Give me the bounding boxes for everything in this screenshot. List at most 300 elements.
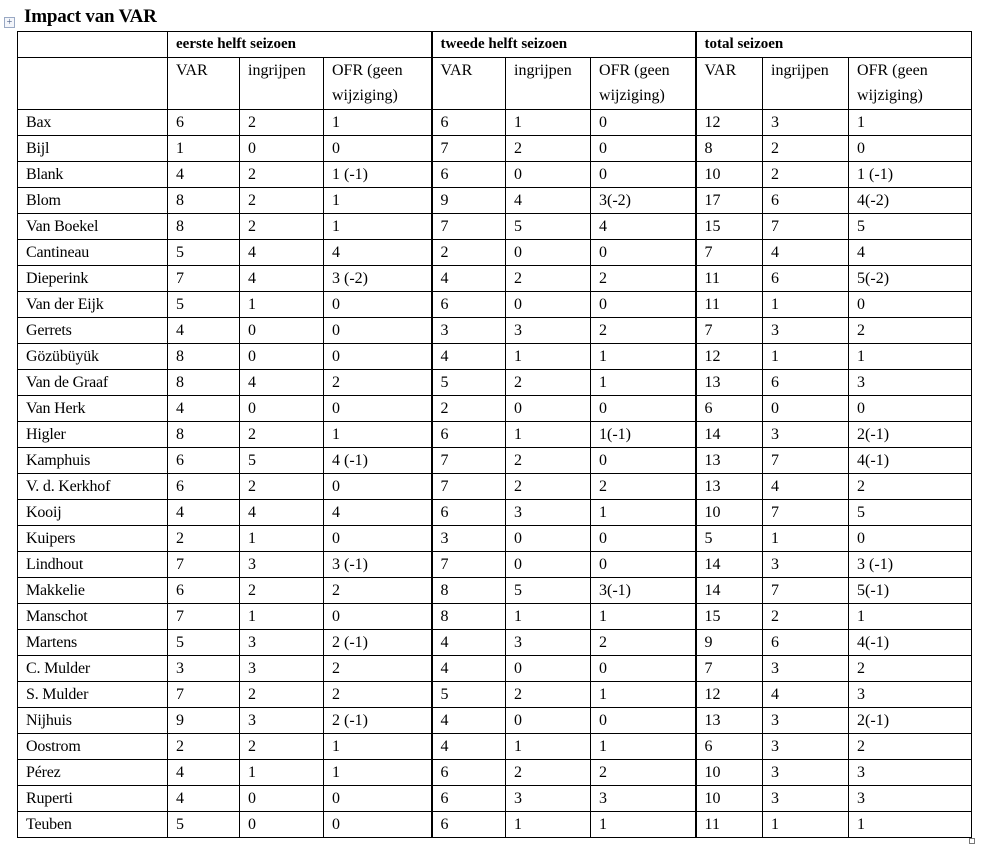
value-cell: 0: [591, 110, 696, 136]
value-cell: 1: [849, 344, 972, 370]
table-row: [18, 682, 972, 708]
referee-name-cell: Blom: [18, 188, 168, 214]
value-cell: 0: [240, 344, 324, 370]
value-cell: 7: [168, 682, 240, 708]
value-cell: 11: [696, 266, 763, 292]
value-cell: 10: [696, 162, 763, 188]
value-cell: 13: [696, 708, 763, 734]
value-cell: 6: [168, 578, 240, 604]
value-cell: 4: [168, 760, 240, 786]
value-cell: 5: [849, 500, 972, 526]
table-row: [18, 266, 972, 292]
value-cell: 2: [591, 760, 696, 786]
value-cell: 1: [168, 136, 240, 162]
table-row: [18, 344, 972, 370]
value-cell: 1: [763, 526, 849, 552]
value-cell: 1: [240, 760, 324, 786]
referee-name-cell: Ruperti: [18, 786, 168, 812]
value-cell: 6: [432, 162, 506, 188]
value-cell: 15: [696, 214, 763, 240]
table-row: [18, 526, 972, 552]
value-cell: 5: [432, 682, 506, 708]
value-cell: 2: [506, 760, 591, 786]
value-cell: 13: [696, 448, 763, 474]
referee-name-cell: Higler: [18, 422, 168, 448]
referee-name-cell: Cantineau: [18, 240, 168, 266]
table-row: [18, 760, 972, 786]
value-cell: 9: [432, 188, 506, 214]
table-row: [18, 552, 972, 578]
referee-name-cell: Manschot: [18, 604, 168, 630]
value-cell: 12: [696, 344, 763, 370]
value-cell: 4 (-1): [324, 448, 432, 474]
value-cell: 0: [324, 604, 432, 630]
value-cell: 1: [849, 604, 972, 630]
value-cell: 3 (-1): [849, 552, 972, 578]
value-cell: 2: [506, 448, 591, 474]
value-cell: 8: [696, 136, 763, 162]
table-row: [18, 604, 972, 630]
value-cell: 8: [168, 344, 240, 370]
value-cell: 13: [696, 370, 763, 396]
value-cell: 5: [168, 630, 240, 656]
table-row: [18, 396, 972, 422]
value-cell: 1: [591, 500, 696, 526]
value-cell: 3: [849, 786, 972, 812]
value-cell: 4: [240, 266, 324, 292]
value-cell: 0: [324, 474, 432, 500]
column-header: OFR (geen wijziging): [591, 58, 696, 110]
value-cell: 2: [240, 474, 324, 500]
value-cell: 7: [432, 136, 506, 162]
value-cell: 6: [168, 110, 240, 136]
value-cell: 3: [240, 552, 324, 578]
value-cell: 8: [168, 422, 240, 448]
referee-name-cell: Lindhout: [18, 552, 168, 578]
value-cell: 1 (-1): [324, 162, 432, 188]
value-cell: 7: [763, 448, 849, 474]
table-row: [18, 734, 972, 760]
value-cell: 1: [506, 110, 591, 136]
value-cell: 1: [324, 110, 432, 136]
value-cell: 0: [506, 162, 591, 188]
value-cell: 2 (-1): [324, 630, 432, 656]
value-cell: 0: [240, 396, 324, 422]
value-cell: 0: [324, 292, 432, 318]
value-cell: 9: [168, 708, 240, 734]
value-cell: 6: [432, 812, 506, 838]
value-cell: 11: [696, 292, 763, 318]
table-body: [18, 32, 972, 838]
value-cell: 0: [591, 396, 696, 422]
value-cell: 2: [432, 240, 506, 266]
group-header: tweede helft seizoen: [432, 32, 696, 58]
value-cell: 0: [849, 292, 972, 318]
value-cell: 6: [696, 734, 763, 760]
value-cell: 4(-2): [849, 188, 972, 214]
value-cell: 3(-1): [591, 578, 696, 604]
referee-name-cell: S. Mulder: [18, 682, 168, 708]
value-cell: 2: [849, 656, 972, 682]
group-header: eerste helft seizoen: [168, 32, 432, 58]
value-cell: 0: [849, 526, 972, 552]
value-cell: 6: [432, 292, 506, 318]
value-cell: 6: [432, 110, 506, 136]
value-cell: 10: [696, 500, 763, 526]
value-cell: 0: [591, 552, 696, 578]
value-cell: 6: [432, 760, 506, 786]
value-cell: 3: [506, 630, 591, 656]
value-cell: 0: [506, 552, 591, 578]
value-cell: 2: [591, 266, 696, 292]
value-cell: 1: [506, 422, 591, 448]
value-cell: 4: [168, 500, 240, 526]
value-cell: 3: [763, 318, 849, 344]
value-cell: 2: [240, 422, 324, 448]
value-cell: 12: [696, 682, 763, 708]
referee-name-cell: Blank: [18, 162, 168, 188]
value-cell: 3: [763, 656, 849, 682]
value-cell: 0: [763, 396, 849, 422]
value-cell: 1: [591, 812, 696, 838]
value-cell: 0: [591, 526, 696, 552]
value-cell: 0: [506, 292, 591, 318]
value-cell: 0: [240, 786, 324, 812]
value-cell: 2: [240, 188, 324, 214]
referee-name-cell: Gözübüyük: [18, 344, 168, 370]
value-cell: 4: [240, 240, 324, 266]
value-cell: 0: [324, 786, 432, 812]
value-cell: 13: [696, 474, 763, 500]
referee-name-cell: Gerrets: [18, 318, 168, 344]
referee-name-cell: Makkelie: [18, 578, 168, 604]
value-cell: 5: [168, 292, 240, 318]
value-cell: 3: [506, 500, 591, 526]
value-cell: 4: [240, 500, 324, 526]
value-cell: 2: [240, 110, 324, 136]
value-cell: 0: [506, 396, 591, 422]
value-cell: 7: [432, 552, 506, 578]
referee-name-cell: C. Mulder: [18, 656, 168, 682]
value-cell: 4: [432, 734, 506, 760]
value-cell: 2: [240, 578, 324, 604]
value-cell: 4: [506, 188, 591, 214]
value-cell: 3: [763, 786, 849, 812]
group-header: total seizoen: [696, 32, 972, 58]
value-cell: 1: [324, 188, 432, 214]
value-cell: 2: [849, 318, 972, 344]
column-header: VAR: [168, 58, 240, 110]
value-cell: 1: [506, 344, 591, 370]
value-cell: 4: [763, 682, 849, 708]
referee-name-cell: Martens: [18, 630, 168, 656]
value-cell: 15: [696, 604, 763, 630]
value-cell: 7: [432, 474, 506, 500]
value-cell: 3: [849, 370, 972, 396]
value-cell: 2: [591, 630, 696, 656]
value-cell: 0: [324, 812, 432, 838]
table-row: [18, 136, 972, 162]
value-cell: 7: [432, 448, 506, 474]
value-cell: 5: [240, 448, 324, 474]
value-cell: 4: [168, 318, 240, 344]
value-cell: 1: [324, 760, 432, 786]
value-cell: 2: [591, 474, 696, 500]
table-row: [18, 474, 972, 500]
value-cell: 8: [432, 578, 506, 604]
value-cell: 1: [849, 812, 972, 838]
value-cell: 3(-2): [591, 188, 696, 214]
value-cell: 4: [591, 214, 696, 240]
value-cell: 1: [506, 734, 591, 760]
value-cell: 7: [696, 656, 763, 682]
referee-name-cell: Van de Graaf: [18, 370, 168, 396]
value-cell: 1: [591, 370, 696, 396]
value-cell: 6: [763, 630, 849, 656]
value-cell: 7: [763, 214, 849, 240]
value-cell: 3: [432, 318, 506, 344]
value-cell: 0: [240, 812, 324, 838]
value-cell: 6: [432, 500, 506, 526]
value-cell: 1: [591, 344, 696, 370]
referee-name-cell: Oostrom: [18, 734, 168, 760]
referee-name-cell: Van Boekel: [18, 214, 168, 240]
value-cell: 0: [506, 656, 591, 682]
value-cell: 0: [324, 136, 432, 162]
value-cell: 2: [506, 682, 591, 708]
value-cell: 3: [240, 630, 324, 656]
value-cell: 3: [763, 552, 849, 578]
value-cell: 17: [696, 188, 763, 214]
value-cell: 7: [763, 578, 849, 604]
table-resize-handle[interactable]: [969, 838, 975, 844]
value-cell: 3: [240, 708, 324, 734]
value-cell: 4: [168, 786, 240, 812]
value-cell: 5: [168, 812, 240, 838]
value-cell: 3: [240, 656, 324, 682]
value-cell: 10: [696, 760, 763, 786]
table-row: [18, 110, 972, 136]
value-cell: 0: [591, 292, 696, 318]
value-cell: 11: [696, 812, 763, 838]
referee-name-cell: Pérez: [18, 760, 168, 786]
column-header: ingrijpen: [763, 58, 849, 110]
value-cell: 2: [506, 136, 591, 162]
column-header: ingrijpen: [506, 58, 591, 110]
value-cell: 7: [696, 240, 763, 266]
column-header: VAR: [696, 58, 763, 110]
referee-name-cell: Kooij: [18, 500, 168, 526]
value-cell: 3: [506, 786, 591, 812]
table-row: [18, 578, 972, 604]
value-cell: 1: [506, 604, 591, 630]
value-cell: 5(-1): [849, 578, 972, 604]
column-header: OFR (geen wijziging): [324, 58, 432, 110]
value-cell: 4: [324, 500, 432, 526]
referee-name-cell: Van der Eijk: [18, 292, 168, 318]
value-cell: 1: [763, 292, 849, 318]
corner-cell: [18, 58, 168, 110]
value-cell: 4: [763, 474, 849, 500]
value-cell: 6: [763, 266, 849, 292]
value-cell: 0: [506, 526, 591, 552]
table-row: [18, 188, 972, 214]
value-cell: 2: [506, 474, 591, 500]
value-cell: 1: [324, 214, 432, 240]
value-cell: 0: [591, 240, 696, 266]
value-cell: 1 (-1): [849, 162, 972, 188]
value-cell: 6: [432, 786, 506, 812]
value-cell: 3 (-2): [324, 266, 432, 292]
value-cell: 2: [240, 214, 324, 240]
value-cell: 3: [763, 422, 849, 448]
corner-cell: [18, 32, 168, 58]
table-row: [18, 370, 972, 396]
value-cell: 4: [432, 708, 506, 734]
value-cell: 5: [696, 526, 763, 552]
value-cell: 0: [506, 240, 591, 266]
value-cell: 2(-1): [849, 708, 972, 734]
value-cell: 5: [506, 578, 591, 604]
table-row: [18, 214, 972, 240]
table-row: [18, 240, 972, 266]
value-cell: 2: [506, 370, 591, 396]
value-cell: 3: [506, 318, 591, 344]
table-row: [18, 708, 972, 734]
table-row: [18, 162, 972, 188]
referee-name-cell: Bijl: [18, 136, 168, 162]
value-cell: 5(-2): [849, 266, 972, 292]
value-cell: 5: [168, 240, 240, 266]
value-cell: 4(-1): [849, 448, 972, 474]
value-cell: 2: [849, 474, 972, 500]
value-cell: 2: [240, 682, 324, 708]
value-cell: 3: [763, 110, 849, 136]
value-cell: 3: [591, 786, 696, 812]
referee-name-cell: Teuben: [18, 812, 168, 838]
value-cell: 1: [849, 110, 972, 136]
table-row: [18, 500, 972, 526]
value-cell: 1: [324, 422, 432, 448]
referee-name-cell: Van Herk: [18, 396, 168, 422]
value-cell: 2: [506, 266, 591, 292]
value-cell: 2: [324, 656, 432, 682]
table-row: [18, 656, 972, 682]
value-cell: 7: [168, 266, 240, 292]
value-cell: 14: [696, 552, 763, 578]
value-cell: 0: [324, 344, 432, 370]
value-cell: 3: [168, 656, 240, 682]
value-cell: 7: [432, 214, 506, 240]
value-cell: 2: [763, 162, 849, 188]
value-cell: 2: [324, 370, 432, 396]
value-cell: 1: [324, 734, 432, 760]
value-cell: 0: [324, 526, 432, 552]
value-cell: 2(-1): [849, 422, 972, 448]
value-cell: 4(-1): [849, 630, 972, 656]
value-cell: 0: [849, 136, 972, 162]
table-row: [18, 448, 972, 474]
value-cell: 4: [168, 162, 240, 188]
value-cell: 0: [849, 396, 972, 422]
value-cell: 0: [591, 708, 696, 734]
value-cell: 2: [763, 604, 849, 630]
value-cell: 0: [240, 318, 324, 344]
referee-name-cell: Dieperink: [18, 266, 168, 292]
value-cell: 2: [763, 136, 849, 162]
value-cell: 7: [763, 500, 849, 526]
value-cell: 3 (-1): [324, 552, 432, 578]
value-cell: 2: [324, 578, 432, 604]
value-cell: 6: [763, 370, 849, 396]
value-cell: 4: [849, 240, 972, 266]
value-cell: 1: [240, 526, 324, 552]
value-cell: 3: [432, 526, 506, 552]
value-cell: 0: [591, 656, 696, 682]
value-cell: 10: [696, 786, 763, 812]
value-cell: 0: [506, 708, 591, 734]
value-cell: 3: [849, 682, 972, 708]
column-header-row: [18, 58, 972, 110]
table-move-icon[interactable]: +: [4, 17, 15, 28]
value-cell: 4: [432, 344, 506, 370]
value-cell: 2: [240, 162, 324, 188]
value-cell: 0: [591, 448, 696, 474]
column-header: ingrijpen: [240, 58, 324, 110]
value-cell: 8: [432, 604, 506, 630]
value-cell: 3: [763, 760, 849, 786]
value-cell: 8: [168, 370, 240, 396]
referee-name-cell: Kamphuis: [18, 448, 168, 474]
value-cell: 2: [432, 396, 506, 422]
column-header: VAR: [432, 58, 506, 110]
value-cell: 5: [506, 214, 591, 240]
value-cell: 0: [240, 136, 324, 162]
value-cell: 2: [168, 734, 240, 760]
value-cell: 4: [168, 396, 240, 422]
table-row: [18, 786, 972, 812]
value-cell: 6: [168, 448, 240, 474]
value-cell: 3: [763, 734, 849, 760]
value-cell: 2 (-1): [324, 708, 432, 734]
value-cell: 1: [763, 344, 849, 370]
value-cell: 1: [240, 604, 324, 630]
value-cell: 0: [591, 136, 696, 162]
value-cell: 1: [506, 812, 591, 838]
value-cell: 1: [240, 292, 324, 318]
value-cell: 4: [240, 370, 324, 396]
table-row: [18, 812, 972, 838]
value-cell: 5: [432, 370, 506, 396]
value-cell: 6: [168, 474, 240, 500]
value-cell: 14: [696, 422, 763, 448]
document-title: Impact van VAR: [24, 6, 157, 27]
value-cell: 6: [763, 188, 849, 214]
value-cell: 6: [696, 396, 763, 422]
value-cell: 4: [763, 240, 849, 266]
value-cell: 7: [168, 552, 240, 578]
referee-name-cell: Kuipers: [18, 526, 168, 552]
value-cell: 5: [849, 214, 972, 240]
value-cell: 4: [432, 630, 506, 656]
value-cell: 3: [763, 708, 849, 734]
value-cell: 9: [696, 630, 763, 656]
table-row: [18, 318, 972, 344]
value-cell: 3: [849, 760, 972, 786]
value-cell: 1: [591, 604, 696, 630]
value-cell: 1: [591, 682, 696, 708]
value-cell: 2: [168, 526, 240, 552]
